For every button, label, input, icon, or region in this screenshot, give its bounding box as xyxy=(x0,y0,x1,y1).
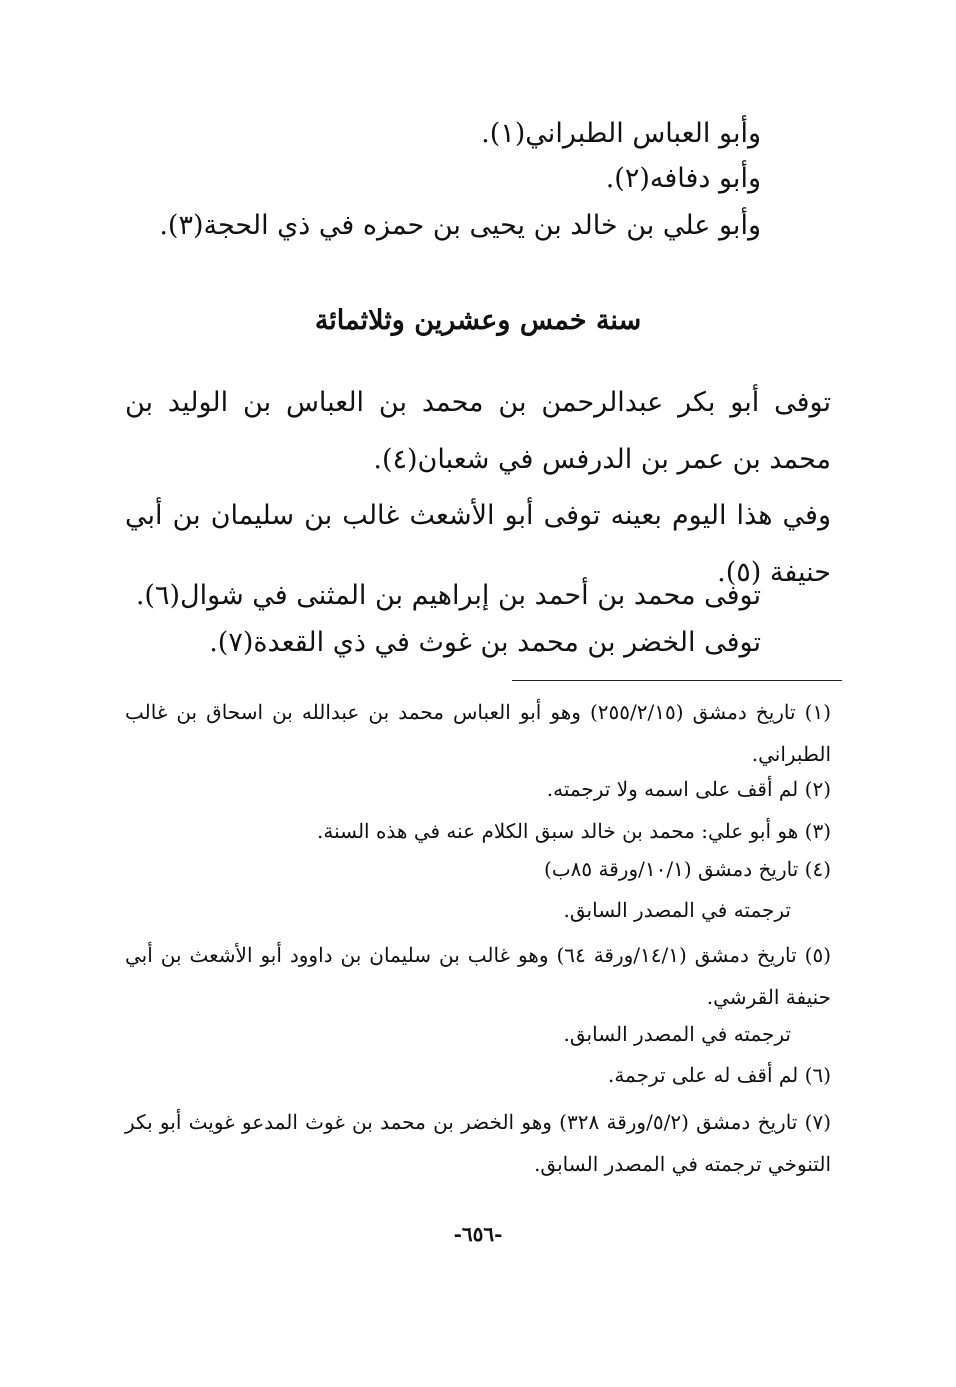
footnote-5: (٥) تاريخ دمشق (١٤/١/ورقة ٦٤) وهو غالب بن سليمان بن داوود أبو الأشعث بن أبي حنيفة القرشي. xyxy=(125,943,831,1009)
paragraph-2: وفي هذا اليوم بعينه توفى أبو الأشعث غالب بن سليمان بن أبي حنيفة (٥). xyxy=(125,500,831,588)
paragraph-1: توفى أبو بكر عبدالرحمن بن محمد بن العباس بن الوليد بن محمد بن عمر بن الدرفس في شعبان(٤). xyxy=(125,387,831,475)
text-line-2: وأبو دفافه(٢). xyxy=(605,163,761,194)
footnote-7: (٧) تاريخ دمشق (٥/٢/ورقة ٣٢٨) وهو الخضر بن محمد بن غوث المدعو غويث أبو بكر التنوخي ترجمته في المصدر السابق. xyxy=(125,1110,832,1176)
footnote-5-continuation: ترجمته في المصدر السابق. xyxy=(563,1022,791,1046)
footnote-4-continuation: ترجمته في المصدر السابق. xyxy=(563,898,791,922)
text-line-3: وأبو علي بن خالد بن يحيى بن حمزه في ذي الحجة(٣). xyxy=(159,210,761,241)
indented-line-1: توفى محمد بن أحمد بن إبراهيم بن المثنى في شوال(٦). xyxy=(135,580,761,611)
footnote-2: (٢) لم أقف على اسمه ولا ترجمته. xyxy=(546,777,831,801)
section-heading: سنة خمس وعشرين وثلاثمائة xyxy=(314,305,642,336)
footnote-1: (١) تاريخ دمشق (٢٥٥/٢/١٥) وهو أبو العباس محمد بن عبدالله بن اسحاق بن غالب الطبراني. xyxy=(125,700,831,766)
footnote-3: (٣) هو أبو علي: محمد بن خالد سبق الكلام عنه في هذه السنة. xyxy=(316,819,831,843)
page-number: -٦٥٦- xyxy=(453,1222,503,1246)
text-line-1: وأبو العباس الطبراني(١). xyxy=(481,118,761,149)
footnote-6: (٦) لم أقف له على ترجمة. xyxy=(607,1063,831,1087)
footnote-separator xyxy=(512,680,842,681)
indented-line-2: توفى الخضر بن محمد بن غوث في ذي القعدة(٧). xyxy=(209,627,761,658)
footnote-4: (٤) تاريخ دمشق (١٠/١/ورقة ٨٥ب) xyxy=(544,857,831,881)
